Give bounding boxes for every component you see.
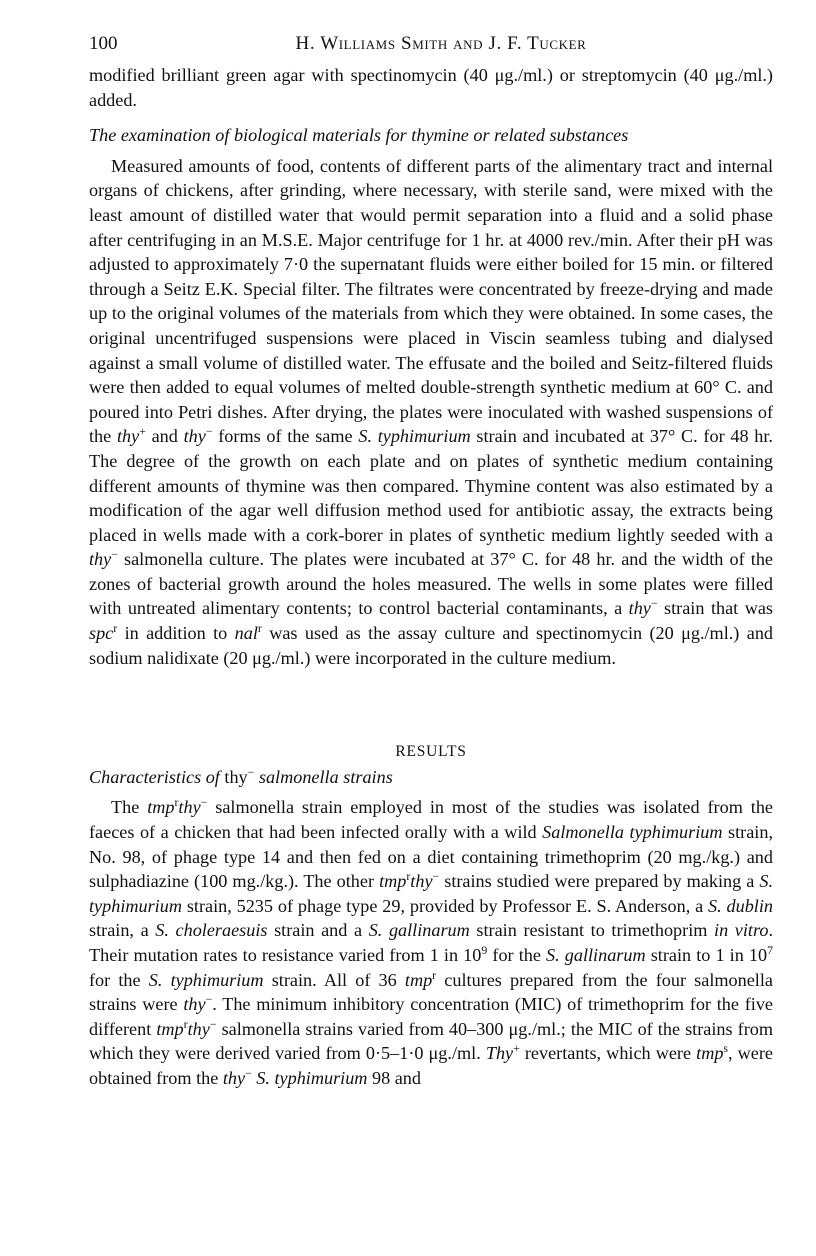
section-heading-results: RESULTS [395, 743, 467, 761]
results-paragraph: The tmp$^r$thy− salmonella strain employed in most of the studies was isolated from the faeces of a chicken that had been infected orally with a wild Salmonella typhimurium strain, No. 98, of phage type 14 and then fed on a diet containing trimethoprim (20 mg./kg.) and sulphadiazine (100 mg./kg.). The other tmp$^r$thy− strains studied were prepared by making a S. typhimurium strain, 5235 of phage type 29, provided by Professor E. S. Anderson, a S. dublin strain, a S. choleraesuis strain and a S. gallinarum strain resistant to trimethoprim in vitro. Their mutation rates to resistance varied from 1 in $10^9$ for the S. gallinarum strain to 1 in $10^7$ for the S. typhimurium strain. All of 36 tmp$^r$ cultures prepared from the four salmonella strains were thy−. The minimum inhibitory concentration (MIC) of trimethoprim for the five different tmp$^r$thy− salmonella strains varied from 40–300 μg./ml.; the MIC of the strains from which they were derived varied from 0·5–1·0 μg./ml. Thy+ revertants, which were tmp$^s$, were obtained from the thy− S. typhimurium 98 and [89, 795, 774, 1088]
subsection-heading-examination: The examination of biological materials for thymine or related substances [89, 125, 629, 146]
methods-paragraph: Measured amounts of food, contents of different parts of the alimentary tract and internal organs of chickens, after grinding, where necessary, with sterile sand, were mixed with the least amount of distilled water that would permit separation into a fluid and a solid phase after centrifuging in an M.S.E. Major centrifuge for 1 hr. at 4000 rev./min. After their pH was adjusted to approximately 7·0 the supernatant fluids were either boiled for 15 min. or filtered through a Seitz E.K. Special filter. The filtrates were concentrated by freeze-drying and made up to the original volumes of the materials from which they were obtained. In some cases, the original uncentrifuged suspensions were placed in Viscin seamless tubing and dialysed against a small volume of distilled water. The effusate and the boiled and Seitz-filtered fluids were then added to equal volumes of melted double-strength synthetic medium at 60° C. and poured into Petri dishes. After drying, the plates were inoculated with washed suspensions of the thy+ and thy− forms of the same S. typhimurium strain and incubated at 37° C. for 48 hr. The degree of the growth on each plate and on plates of synthetic medium containing different amounts of thymine was then compared. Thymine content was also estimated by a modification of the agar well diffusion method used for antibiotic assay, the extracts being placed in wells made with a cork-borer in plates of synthetic medium lightly seeded with a thy− salmonella culture. The plates were incubated at 37° C. for 48 hr. and the width of the zones of bacterial growth around the holes measured. The wells in some plates were filled with untreated alimentary contents; to control bacterial contaminants, a thy− strain that was spc$^r$ in addition to nal$^r$ was used as the assay culture and spectinomycin (20 μg./ml.) and sodium nalidixate (20 μg./ml.) were incorporated in the culture medium. [89, 155, 774, 668]
subsection-heading-characteristics: Characteristics of thy− salmonella strains [89, 764, 393, 787]
paper-page [89, 33, 773, 1091]
page-header [89, 33, 773, 63]
continuation-paragraph: modified brilliant green agar with spectinomycin (40 μg./ml.) or streptomycin (40 μg./ml.) added. [89, 65, 773, 110]
page-number: 100 [89, 33, 118, 54]
running-head: H. Williams Smith and J. F. Tucker [295, 33, 587, 54]
